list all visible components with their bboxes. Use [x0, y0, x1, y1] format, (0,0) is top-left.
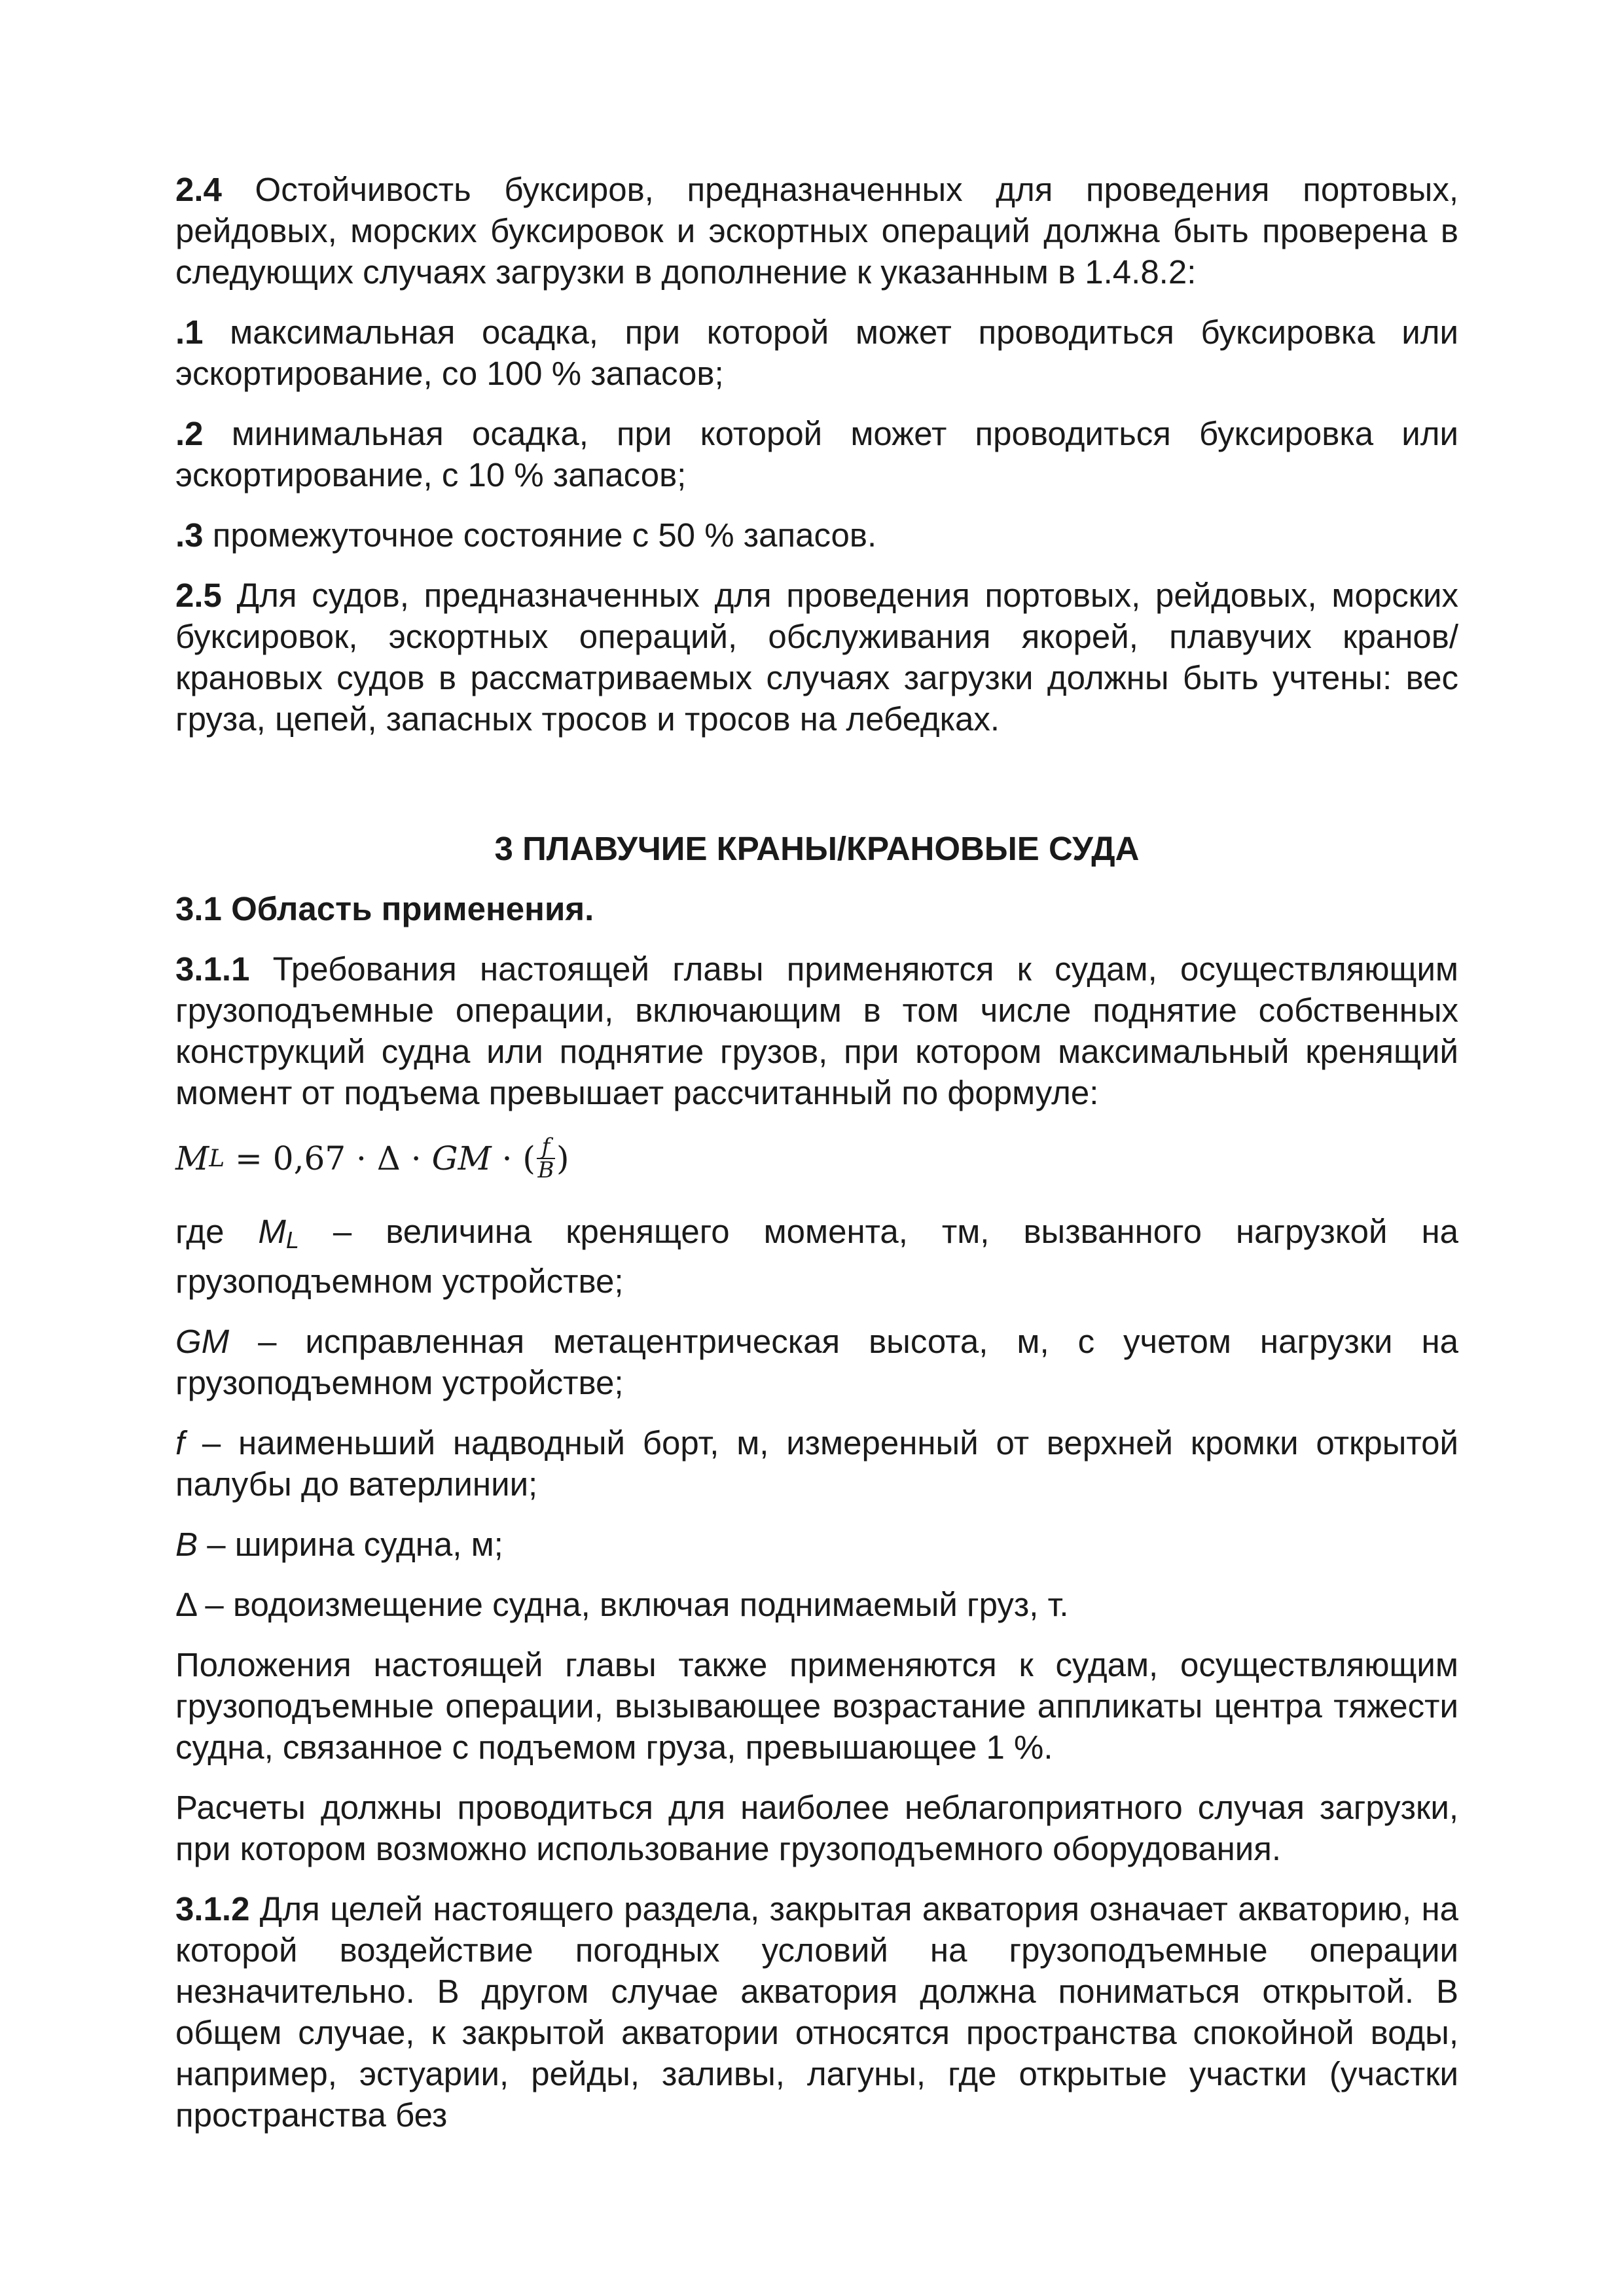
formula-lhs-subscript: L: [209, 1145, 225, 1172]
definition-delta: [175, 1584, 1458, 1625]
definition-symbol-subscript: L: [285, 1227, 299, 1253]
paragraph-number: 2.5: [175, 577, 222, 614]
definition-prefix: где: [175, 1213, 259, 1250]
paragraph-number: 3.1.1: [175, 950, 250, 988]
formula-dot: · (: [491, 1139, 535, 1177]
definition-symbol: B: [175, 1526, 198, 1563]
fraction-numerator: f: [541, 1134, 550, 1160]
formula-gm: GM: [431, 1139, 492, 1177]
formula-lhs: M: [175, 1139, 209, 1177]
subsection-title: 3.1 Область применения.: [175, 890, 594, 927]
paragraph-also-applies: Положения настоящей главы также применяются к судам, осуществляющим грузоподъемные операции, вызывающее возрастание аппликаты центра тяжести судна, связанное с подъемом груза, превышающее 1 %.: [175, 1646, 1458, 1766]
list-item-text: максимальная осадка, при которой может проводиться буксировка или эскортирование, со 100 % запасов;: [175, 314, 1458, 392]
paragraph-3-1-2: [175, 1888, 1458, 2136]
document-page: [175, 169, 1458, 2155]
paragraph-3-1-1: [175, 948, 1458, 1113]
paragraph-text: Для судов, предназначенных для проведения портовых, рейдовых, морских буксировок, эскортных операций, обслуживания якорей, плавучих кранов/крановых судов в рассматриваемых случаях загрузки должны быть учтены: вес груза, цепей, запасных тросов и тросов на лебедках.: [175, 577, 1458, 738]
definition-f: [175, 1422, 1458, 1505]
paragraph-2-4: [175, 169, 1458, 293]
definition-text: – ширина судна, м;: [198, 1526, 503, 1563]
definition-text: – наименьший надводный борт, м, измеренный от верхней кромки открытой палубы до ватерлинии;: [175, 1424, 1458, 1503]
list-item-text: промежуточное состояние с 50 % запасов.: [203, 516, 877, 554]
section-title: 3 ПЛАВУЧИЕ КРАНЫ/КРАНОВЫЕ СУДА: [494, 830, 1140, 867]
definition-text: Δ – водоизмещение судна, включая поднимаемый груз, т.: [175, 1586, 1069, 1623]
list-item-3: [175, 514, 1458, 556]
definition-ml: [175, 1211, 1458, 1302]
definition-b: [175, 1524, 1458, 1565]
definition-gm: [175, 1321, 1458, 1403]
list-item-number: .1: [175, 314, 204, 351]
paragraph-text: Остойчивость буксиров, предназначенных для проведения портовых, рейдовых, морских буксировок и эскортных операций должна быть проверена в следующих случаях загрузки в дополнение к указанным в 1.4.8.2:: [175, 171, 1458, 291]
paragraph-text: Для целей настоящего раздела, закрытая акватория означает акваторию, на которой воздействие погодных условий на грузоподъемные операции незначительно. В другом случае акватория должна пониматься открытой. В общем случае, к закрытой акватории относятся пространства спокойной воды, например, эстуарии, рейды, заливы, лагуны, где открытые участки (участки пространства без: [175, 1890, 1458, 2134]
definition-symbol: f: [175, 1424, 185, 1462]
definition-symbol: M: [258, 1213, 286, 1250]
definition-text: – исправленная метацентрическая высота, м, с учетом нагрузки на грузоподъемном устройстве;: [175, 1323, 1458, 1401]
paragraph-text: Требования настоящей главы применяются к судам, осуществляющим грузоподъемные операции, включающим в том числе поднятие собственных конструкций судна или поднятие грузов, при котором максимальный кренящий момент от подъема превышает рассчитанный по формуле:: [175, 950, 1458, 1111]
list-item-1: [175, 312, 1458, 394]
list-item-number: .2: [175, 415, 204, 452]
formula-fraction: [537, 1136, 555, 1181]
paragraph-number: 3.1.2: [175, 1890, 250, 1928]
paragraph-calculations: Расчеты должны проводиться для наиболее неблагоприятного случая загрузки, при котором возможно использование грузоподъемного оборудования.: [175, 1789, 1458, 1867]
definition-text: – величина кренящего момента, тм, вызванного нагрузкой на грузоподъемном устройстве;: [175, 1213, 1458, 1300]
list-item-2: [175, 413, 1458, 495]
list-item-number: .3: [175, 516, 204, 554]
formula-coefficient: 0,67 · Δ ·: [272, 1139, 432, 1177]
definition-symbol: GM: [175, 1323, 230, 1360]
paragraph-number: 2.4: [175, 171, 222, 208]
list-item-text: минимальная осадка, при которой может проводиться буксировка или эскортирование, с 10 % запасов;: [175, 415, 1458, 493]
formula-close: ): [556, 1139, 569, 1177]
fraction-denominator: B: [537, 1157, 554, 1183]
formula-equals: =: [225, 1139, 273, 1177]
paragraph-2-5: [175, 575, 1458, 740]
heeling-moment-formula: [175, 1132, 1458, 1185]
